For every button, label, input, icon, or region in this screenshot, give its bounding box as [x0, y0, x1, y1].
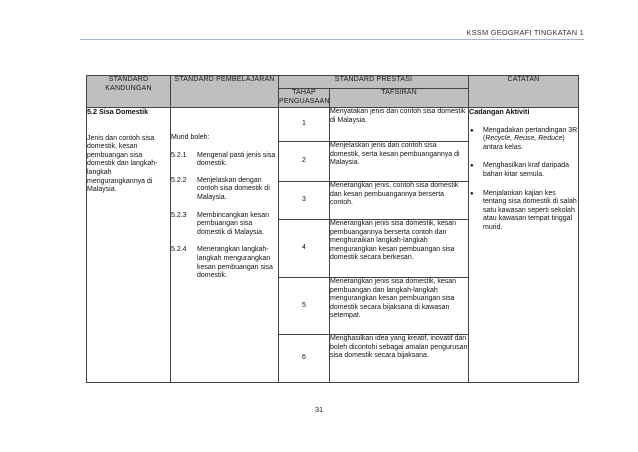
tafsiran-text: Menjelaskan jenis dan contoh sisa domestik, serta kesan pembuangannya di Malaysia. [330, 142, 469, 182]
level-number: 2 [279, 142, 330, 182]
list-item-number: 5.2.2 [171, 176, 187, 184]
activity-text: Mengadakan pertandingan 3R (Recycle, Reuse, Reduce) antara kelas. [483, 126, 578, 151]
list-item [171, 152, 278, 169]
tafsiran-text: Menyatakan jenis dan contoh sisa domestik di Malaysia. [330, 108, 469, 142]
running-header: KSSM GEOGRAFI TINGKATAN 1 [466, 28, 584, 37]
header-tahap-penguasaan: TAHAP PENGUASAAN [279, 89, 330, 108]
level-number: 3 [279, 182, 330, 220]
level-number: 6 [279, 335, 330, 383]
table-header-row [87, 76, 579, 89]
curriculum-table [86, 75, 579, 383]
header-standard-pembelajaran: STANDARD PEMBELAJARAN [171, 76, 279, 108]
table-row [87, 108, 579, 142]
list-item [469, 190, 578, 233]
bullet-dot-icon: ● [470, 127, 474, 134]
kandungan-title: 5.2 Sisa Domestik [87, 107, 149, 116]
bullet-dot-icon: ● [470, 163, 474, 170]
kandungan-body: Jenis dan contoh sisa domestik, kesan pembuangan sisa domestik dan langkah-langkah mengurangkannya di Malaysia. [87, 134, 158, 194]
header-rule [80, 39, 584, 40]
list-item [469, 162, 578, 179]
list-item [171, 177, 278, 203]
standard-pembelajaran-cell [171, 108, 279, 383]
list-item-text: Menerangkan langkah-langkah mengurangkan kesan pembuangan sisa domestik. [197, 246, 273, 280]
level-number: 5 [279, 278, 330, 335]
header-catatan: CATATAN [469, 76, 579, 108]
catatan-title: Cadangan Aktiviti [469, 107, 530, 116]
list-item [171, 246, 278, 280]
standard-kandungan-cell [87, 108, 171, 383]
list-item [171, 212, 278, 238]
pembelajaran-intro: Murid boleh: [171, 134, 210, 141]
level-number: 4 [279, 220, 330, 278]
activity-text: Menjalankan kajian kes tentang sisa domestik di salah satu kawasan seperti sekolah atau kawasan tempat tinggal murid. [483, 189, 577, 231]
list-item-number: 5.2.3 [171, 211, 187, 219]
tafsiran-text: Menerangkan jenis sisa domestik, kesan pembuangan dan langkah-langkah mengurangkan kesan pembuangan sisa domestik secara bijaksana di kawasan setempat. [330, 278, 469, 335]
activity-text: Menghasilkan kraf daripada bahan kitar semula. [483, 162, 569, 178]
tafsiran-text: Menerangkan jenis, contoh sisa domestik dan kesan pembuangannya berserta contoh. [330, 182, 469, 220]
header-tafsiran: TAFSIRAN [330, 89, 469, 108]
page-number: 31 [314, 405, 324, 414]
list-item-text: Menjelaskan dengan contoh sisa domestik di Malaysia. [197, 176, 270, 201]
header-standard-kandungan: STANDARD KANDUNGAN [87, 76, 171, 108]
list-item-number: 5.2.4 [171, 246, 187, 254]
level-number: 1 [279, 108, 330, 142]
header-standard-prestasi: STANDARD PRESTASI [279, 76, 469, 89]
tafsiran-text: Menerangkan jenis sisa domestik, kesan pembuangannya berserta contoh dan menghuraikan langkah-langkah mengurangkan kesan pembuangan sisa domestik secara berkesan. [330, 220, 469, 278]
list-item-number: 5.2.1 [171, 151, 187, 159]
activity-list [469, 127, 578, 233]
list-item [469, 127, 578, 153]
bullet-dot-icon: ● [470, 190, 474, 197]
tafsiran-text: Menghasilkan idea yang kreatif, inovatif dan boleh dicontohi sebagai amalan pengurusan sisa domestik secara bijaksana. [330, 335, 469, 383]
catatan-cell [469, 108, 579, 383]
list-item-text: Mengenal pasti jenis sisa domestik. [197, 151, 276, 168]
list-item-text: Membincangkan kesan pembuangan sisa domestik di Malaysia. [197, 211, 269, 236]
